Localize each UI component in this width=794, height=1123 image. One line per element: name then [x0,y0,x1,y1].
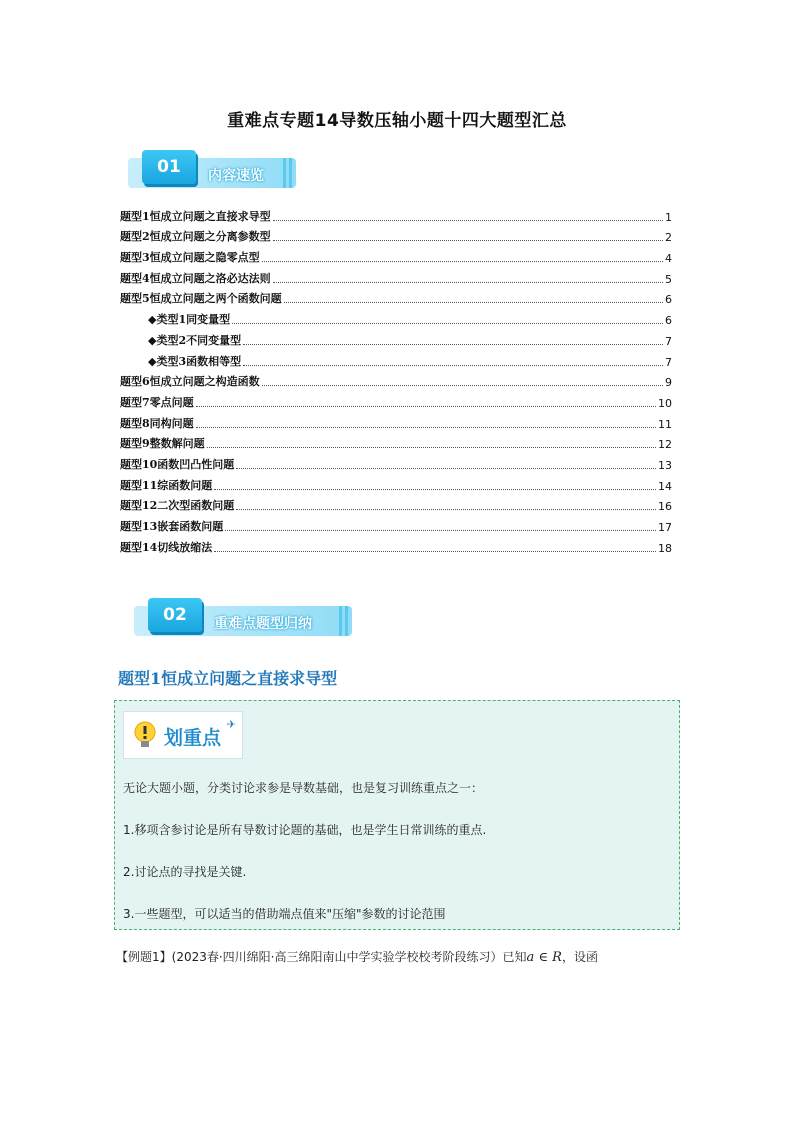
toc-entry-title: 题型11综函数问题 [120,478,213,492]
toc-entry[interactable] [120,306,672,327]
toc-entry-title: ◆类型3函数相等型 [148,354,242,368]
toc-entry-page: 7 [665,334,672,348]
toc-entry-title: 题型2恒成立问题之分离参数型 [120,230,271,244]
toc-entry-page: 11 [658,417,672,431]
toc-entry[interactable] [120,410,672,431]
toc-entry[interactable] [120,513,672,534]
lightbulb-icon [132,720,158,750]
toc-entry[interactable] [120,265,672,286]
key-point-line: 2.讨论点的寻找是关键. [123,865,247,879]
section-label: 重难点题型归纳 [214,616,312,632]
toc-entry[interactable] [120,493,672,514]
key-points-badge [123,711,243,759]
toc-entry[interactable] [120,431,672,452]
toc-leader-dots [273,219,663,221]
toc-entry[interactable] [120,327,672,348]
toc-leader-dots [207,446,656,448]
toc-entry-page: 13 [658,458,672,472]
toc-entry-page: 4 [665,252,672,266]
toc-entry-title: ◆类型2不同变量型 [148,333,242,347]
toc-entry[interactable] [120,348,672,369]
toc-entry-title: 题型4恒成立问题之洛必达法则 [120,271,271,285]
toc-entry[interactable] [120,224,672,245]
key-points-box [114,700,680,930]
toc-entry-page: 6 [665,314,672,328]
toc-leader-dots [243,343,663,345]
page-title: 重难点专题14导数压轴小题十四大题型汇总 [227,111,567,131]
toc-leader-dots [214,550,656,552]
toc-entry-title: 题型6恒成立问题之构造函数 [120,375,260,389]
toc-entry-title: 题型7零点问题 [120,395,194,409]
toc-entry[interactable] [120,534,672,555]
example-prefix: 【例题1】(2023春·四川绵阳·高三绵阳南山中学实验学校校考阶段练习）已知 [116,950,527,964]
banner-stripe [339,606,342,636]
paper-plane-icon: ✈ [226,718,236,731]
section-heading: 题型1恒成立问题之直接求导型 [118,669,338,688]
toc-entry-page: 1 [665,210,672,224]
toc-leader-dots [262,384,663,386]
toc-entry-page: 9 [665,376,672,390]
toc-entry-title: ◆类型1同变量型 [148,313,231,327]
toc-entry-page: 16 [658,500,672,514]
toc-entry[interactable] [120,244,672,265]
banner-stripe [345,606,348,636]
toc-entry-title: 题型12二次型函数问题 [120,499,235,513]
toc-entry-page: 5 [665,272,672,286]
toc-leader-dots [236,508,656,510]
toc-entry-title: 题型8同构问题 [120,416,194,430]
toc-entry-page: 10 [658,396,672,410]
key-point-line: 无论大题小题，分类讨论求参是导数基础，也是复习训练重点之一： [123,781,484,795]
toc-entry-page: 18 [658,541,672,555]
section-banner-types [134,598,366,642]
toc-entry-title: 题型10函数凹凸性问题 [120,457,235,471]
toc-entry-title: 题型1恒成立问题之直接求导型 [120,209,271,223]
toc-entry-page: 2 [665,231,672,245]
banner-stripe [283,158,286,188]
toc-leader-dots [284,301,663,303]
toc-leader-dots [196,405,656,407]
toc-entry[interactable] [120,203,672,224]
table-of-contents [120,203,672,555]
toc-entry[interactable] [120,286,672,307]
toc-entry-title: 题型9整数解问题 [120,437,205,451]
toc-leader-dots [214,488,656,490]
toc-entry[interactable] [120,369,672,390]
toc-entry-page: 6 [665,293,672,307]
toc-entry-page: 17 [658,521,672,534]
toc-leader-dots [225,529,656,531]
toc-entry[interactable] [120,389,672,410]
toc-entry-page: 7 [665,355,672,369]
toc-leader-dots [273,239,663,241]
banner-stripe [289,158,292,188]
key-point-line: 3.一些题型，可以适当的借助端点值来"压缩"参数的讨论范围 [123,907,446,921]
toc-entry-page: 12 [658,438,672,452]
toc-leader-dots [196,426,656,428]
toc-entry-title: 题型14切线放缩法 [120,540,213,554]
toc-entry-page: 14 [658,479,672,493]
badge-text: 划重点 [164,727,222,749]
toc-entry[interactable] [120,472,672,493]
toc-leader-dots [243,364,663,366]
section-banner-contents [128,150,310,194]
toc-entry[interactable] [120,451,672,472]
example-math: a ∈ R [526,950,562,965]
key-point-line: 1.移项含参讨论是所有导数讨论题的基础，也是学生日常训练的重点. [123,823,487,837]
toc-leader-dots [236,467,656,469]
toc-entry-title: 题型13嵌套函数问题 [120,520,224,533]
example-suffix: ，设函 [561,950,598,964]
toc-leader-dots [273,281,663,283]
section-number: 01 [142,150,196,184]
toc-entry-title: 题型3恒成立问题之隐零点型 [120,251,260,265]
toc-entry-title: 题型5恒成立问题之两个函数问题 [120,292,282,306]
section-number: 02 [148,598,202,632]
example-1 [116,948,598,965]
toc-leader-dots [262,260,663,262]
toc-leader-dots [232,322,663,324]
section-label: 内容速览 [208,168,264,184]
